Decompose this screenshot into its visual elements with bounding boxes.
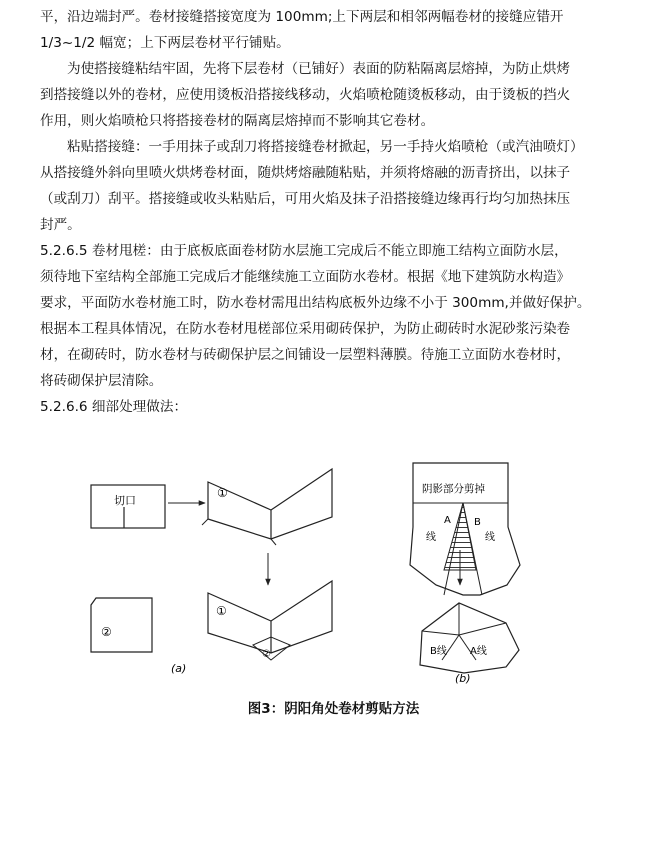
piece-1-label: ① xyxy=(217,486,228,500)
shaded-cut-note: 阴影部分剪掉 xyxy=(422,483,485,495)
folded-piece-1-top xyxy=(202,469,332,545)
text-line: 须待地下室结构全部施工完成后才能继续施工立面防水卷材。根据《地下建筑防水构造》 xyxy=(40,269,571,285)
label-b: (b) xyxy=(455,672,471,685)
a-line-bottom: A线 xyxy=(470,646,487,657)
label-a: (a) xyxy=(171,662,187,675)
sheet-with-cut xyxy=(91,485,165,528)
text-line: 1/3~1/2 幅宽；上下两层卷材平行铺贴。 xyxy=(40,35,290,51)
piece-1-label: ① xyxy=(216,604,227,618)
sheet-piece-2 xyxy=(91,598,152,652)
text-line: 要求，平面防水卷材施工时，防水卷材需甩出结构底板外边缘不小于 300mm,并做好保护。 xyxy=(40,295,591,311)
text-line: （或刮刀）刮平。搭接缝或收头粘贴后，可用火焰及抹子沿搭接缝边缘再行均匀加热抹压 xyxy=(40,191,571,207)
figure-caption: 图3：阴阳角处卷材剪贴方法 xyxy=(247,701,420,717)
b-line-letter: B xyxy=(474,517,481,528)
section-5-2-6-5: 5.2.6.5 卷材甩槎：由于底板底面卷材防水层施工完成后不能立即施工结构立面防水层， xyxy=(40,243,568,259)
text-line: 平，沿边端封严。卷材接缝搭接宽度为 100mm;上下两层和相邻两幅卷材的接缝应错开 xyxy=(40,9,564,25)
text-line: 为使搭接缝粘结牢固，先将下层卷材（已铺好）表面的防粘隔离层熔掉，为防止烘烤 xyxy=(67,61,570,77)
sheet-shaded-cut xyxy=(410,463,520,595)
b-line-bottom: B线 xyxy=(430,646,447,657)
text-line: 将砖砌保护层清除。 xyxy=(40,373,163,389)
section-5-2-6-6: 5.2.6.6 细部处理做法： xyxy=(40,399,188,415)
cut-label: 切口 xyxy=(114,494,136,507)
text-line: 作用，则火焰喷枪只将搭接卷材的隔离层熔掉而不影响其它卷材。 xyxy=(40,113,435,129)
folded-piece-1-bottom xyxy=(208,581,332,660)
text-line: 从搭接缝外斜向里喷火烘烤卷材面，随烘烤熔融随粘贴，并须将熔融的沥青挤出，以抹子 xyxy=(40,165,571,181)
text-line: 材，在砌砖时，防水卷材与砖砌保护层之间铺设一层塑料薄膜。待施工立面防水卷材时， xyxy=(40,347,571,363)
corner-cutting-diagram xyxy=(0,455,667,695)
a-line-letter: A xyxy=(444,515,451,526)
body-text xyxy=(40,4,630,420)
text-line: 粘贴搭接缝：一手用抹子或刮刀将搭接缝卷材掀起，另一手持火焰喷枪（或汽油喷灯） xyxy=(67,139,584,155)
piece-2-label: ② xyxy=(101,625,112,639)
text-line: 根据本工程具体情况，在防水卷材甩槎部位采用砌砖保护，为防止砌砖时水泥砂浆污染卷 xyxy=(40,321,571,337)
piece-2-inset-label: ② xyxy=(262,649,271,660)
text-line: 到搭接缝以外的卷材，应使用烫板沿搭接线移动，火焰喷枪随烫板移动，由于烫板的挡火 xyxy=(40,87,571,103)
text-line: 封严。 xyxy=(40,217,81,233)
folded-corner-b xyxy=(420,603,519,673)
a-line-char: 线 xyxy=(426,532,436,543)
b-line-char: 线 xyxy=(485,532,495,543)
